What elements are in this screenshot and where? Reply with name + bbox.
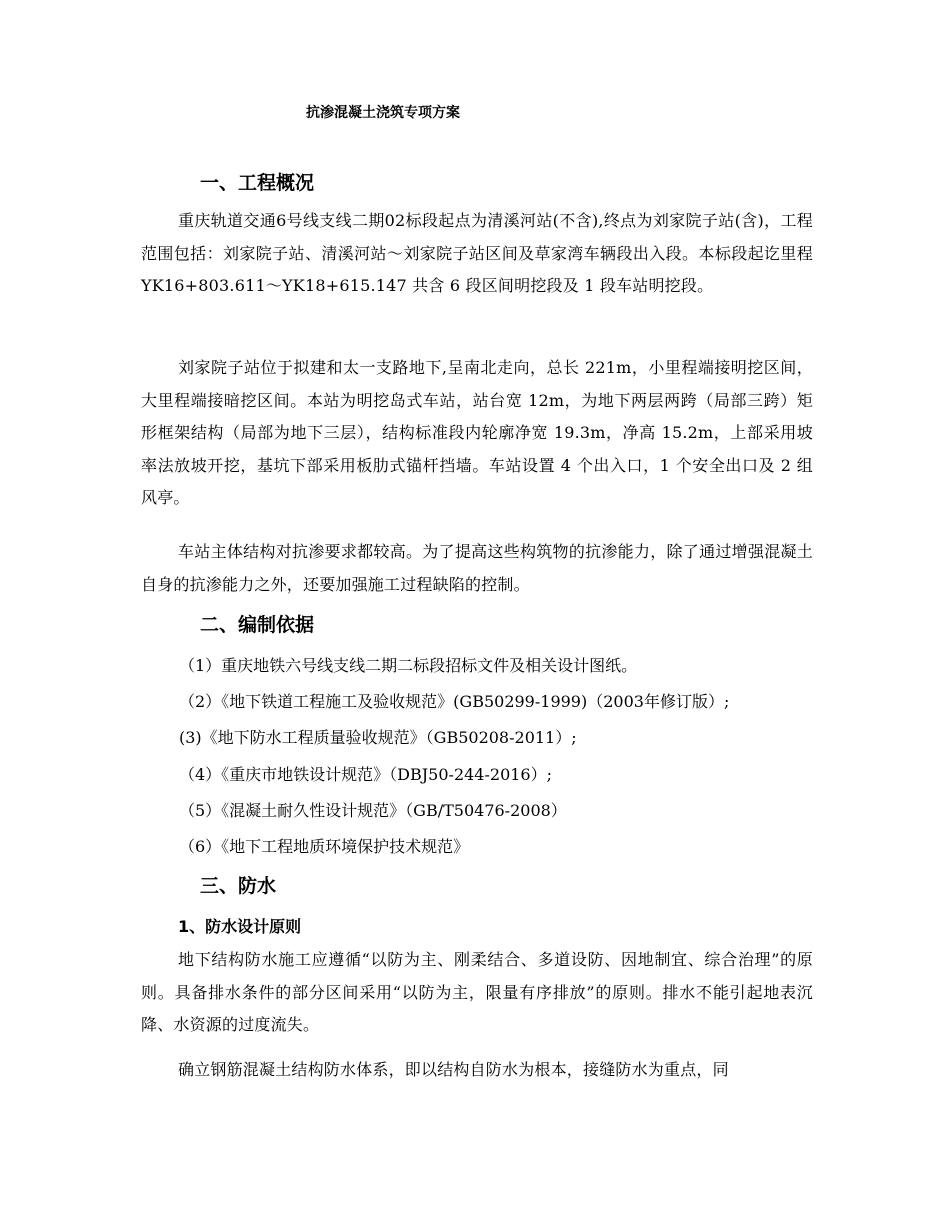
reference-list [179,648,819,865]
subheading-design-principles: 1、防水设计原则 [178,917,302,936]
section-heading-waterproofing: 三、防水 [200,875,277,897]
waterproofing-paragraph-1: 地下结构防水施工应遵循“以防为主、刚柔结合、多道设防、因地制宜、综合治理”的原则。具备排水条件的部分区间采用“以防为主，限量有序排放”的原则。排水不能引起地表沉降、水资源的过度流失。 [141,950,813,1034]
reference-item: （6）《地下工程地质环境保护技术规范》 [179,837,470,857]
reference-item: (3)《地下防水工程质量验收规范》（GB50208-2011）; [179,728,577,748]
section-heading-overview: 一、工程概况 [200,172,315,194]
reference-item: （4）《重庆市地铁设计规范》（DBJ50-244-2016）; [179,764,553,784]
reference-item: （2）《地下铁道工程施工及验收规范》(GB50299-1999)（2003年修订版）; [179,692,730,712]
overview-paragraph-2: 刘家院子站位于拟建和太一支路地下,呈南北走向，总长 221m，小里程端接明挖区间，大里程端接暗挖区间。本站为明挖岛式车站，站台宽 12m，为地下两层两跨（局部三跨）矩形框架结构（局部为地下三层），结构标准段内轮廓净宽 19.3m，净高 15.2m，上部采用坡率法放坡开挖，基坑下部采用板肋式锚杆挡墙。车站设置 4 个出入口，1 个安全出口及 2 组风亭。 [141,358,813,507]
overview-paragraph-1: 重庆轨道交通6号线支线二期02标段起点为清溪河站(不含),终点为刘家院子站(含)，工程范围包括：刘家院子站、清溪河站～刘家院子站区间及草家湾车辆段出入段。本标段起讫里程 YK16+803.611～YK18+615.147 共含 6 段区间明挖段及 1 段车站明挖段。 [141,211,813,295]
document-title: 抗渗混凝土浇筑专项方案 [306,105,460,121]
reference-item: （1）重庆地铁六号线支线二期二标段招标文件及相关设计图纸。 [179,656,638,675]
reference-item: （5）《混凝土耐久性设计规范》（GB/T50476-2008） [179,800,567,820]
section-heading-basis: 二、编制依据 [200,614,315,636]
waterproofing-paragraph-2: 确立钢筋混凝土结构防水体系，即以结构自防水为根本，接缝防水为重点，同 [178,1060,729,1079]
overview-paragraph-3: 车站主体结构对抗渗要求都较高。为了提高这些构筑物的抗渗能力，除了通过增强混凝土自身的抗渗能力之外，还要加强施工过程缺陷的控制。 [141,542,813,594]
